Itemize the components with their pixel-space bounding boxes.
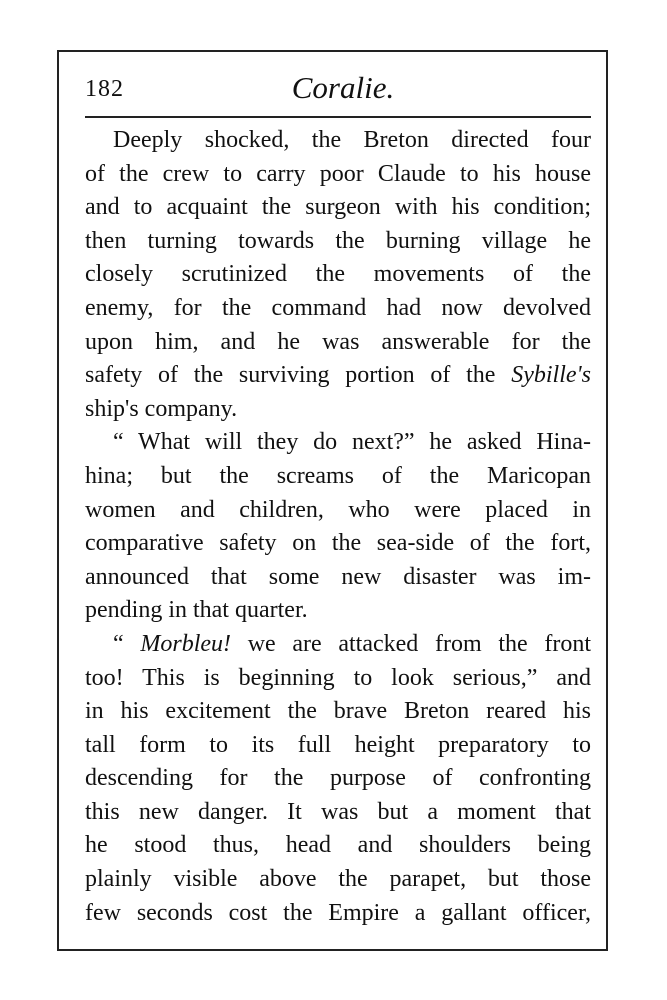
text-line: this new danger. It was but a moment that xyxy=(85,798,591,825)
text-line: Deeply shocked, the Breton directed four xyxy=(113,127,591,153)
text-line: then turning towards the burning village he xyxy=(85,227,591,254)
text-line: hina; but the screams of the Maricopan xyxy=(85,462,591,489)
exclamation: Morbleu! xyxy=(140,630,232,657)
text-line xyxy=(85,359,591,393)
text-line: upon him, and he was answerable for the xyxy=(85,328,591,355)
text-line: closely scrutinized the movements of the xyxy=(85,261,591,288)
text-line: too! This is beginning to look serious,” and xyxy=(85,664,591,691)
text-segment: “ xyxy=(113,630,124,657)
text-line: plainly visible above the parapet, but those xyxy=(85,866,591,893)
running-title: Coralie. xyxy=(291,70,395,105)
text-line: pending in that quarter. xyxy=(85,597,308,624)
text-line: few seconds cost the Empire a gallant officer, xyxy=(85,899,591,926)
text-line: women and children, who were placed in xyxy=(85,496,591,523)
text-line: tall form to its full height preparatory to xyxy=(85,731,591,758)
ship-name: Sybille's xyxy=(511,362,591,389)
text-line: and to acquaint the surgeon with his condition; xyxy=(85,194,591,221)
text-line: comparative safety on the sea-side of the fort, xyxy=(85,530,591,557)
text-line: enemy, for the command had now devolved xyxy=(85,294,591,321)
text-line: descending for the purpose of confronting xyxy=(85,765,591,792)
page-number: 182 xyxy=(85,76,124,102)
text-line: “ What will they do next?” he asked Hina- xyxy=(113,429,591,456)
text-segment: we are attacked from the front xyxy=(231,630,592,657)
body-text xyxy=(85,124,591,930)
text-line: ship's company. xyxy=(85,395,238,422)
header-rule xyxy=(85,116,591,118)
text-segment: safety of the surviving portion of the xyxy=(85,362,496,389)
text-line: in his excitement the brave Breton reared his xyxy=(85,698,591,725)
running-head xyxy=(85,70,591,110)
text-line: he stood thus, head and shoulders being xyxy=(85,832,591,859)
text-line: announced that some new disaster was im- xyxy=(85,563,591,590)
text-line: of the crew to carry poor Claude to his house xyxy=(85,160,591,187)
text-line xyxy=(85,628,591,662)
